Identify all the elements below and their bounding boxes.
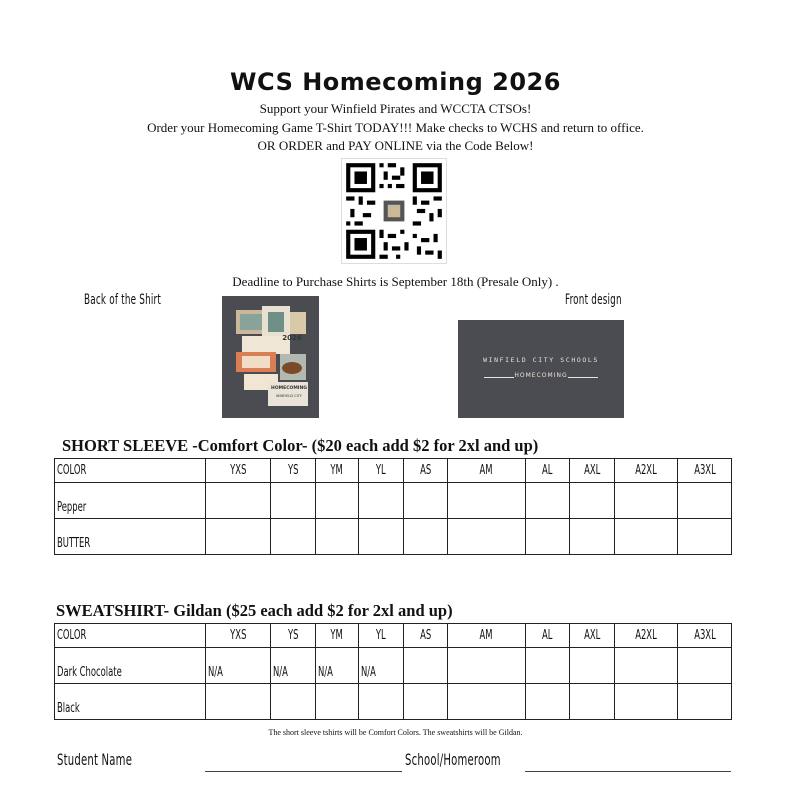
order-cell[interactable]	[404, 483, 448, 519]
order-cell[interactable]	[316, 519, 359, 555]
col-a3xl: A3XL	[678, 459, 732, 483]
col-as: AS	[404, 459, 448, 483]
order-line: Order your Homecoming Game T-Shirt TODAY!!! Make checks to WCHS and return to office.	[147, 120, 644, 135]
online-line: OR ORDER and PAY ONLINE via the Code Below!	[257, 138, 534, 153]
col-a3xl: A3XL	[678, 624, 732, 648]
order-cell[interactable]	[271, 483, 316, 519]
short-sleeve-heading: SHORT SLEEVE -Comfort Color- ($20 each add $2 for 2xl and up)	[62, 436, 539, 455]
col-a2xl: A2XL	[615, 624, 678, 648]
short-sleeve-table	[54, 458, 732, 555]
order-cell[interactable]	[526, 648, 570, 684]
order-cell[interactable]	[615, 648, 678, 684]
table-row	[55, 684, 732, 720]
front-school-name: WINFIELD CITY SCHOOLS	[483, 356, 599, 364]
order-cell[interactable]	[570, 648, 615, 684]
table-row	[55, 483, 732, 519]
table-row	[55, 519, 732, 555]
col-ym: YM	[316, 624, 359, 648]
support-line: Support your Winfield Pirates and WCCTA CTSOs!	[259, 101, 532, 116]
col-am: AM	[448, 624, 526, 648]
order-cell[interactable]	[359, 483, 404, 519]
col-ys: YS	[271, 624, 316, 648]
school-homeroom-field[interactable]	[525, 771, 731, 772]
back-sub-text: WINFIELD CITY	[276, 394, 302, 398]
table-header-row	[55, 624, 732, 648]
deadline-text: Deadline to Purchase Shirts is September 18th (Presale Only) .	[232, 274, 559, 289]
col-as: AS	[404, 624, 448, 648]
col-al: AL	[526, 459, 570, 483]
sweatshirt-table	[54, 623, 732, 720]
order-cell[interactable]	[448, 483, 526, 519]
order-cell[interactable]	[615, 684, 678, 720]
order-cell[interactable]	[678, 519, 732, 555]
order-cell[interactable]	[448, 519, 526, 555]
table-row	[55, 648, 732, 684]
order-cell[interactable]	[359, 519, 404, 555]
order-cell[interactable]	[615, 483, 678, 519]
col-al: AL	[526, 624, 570, 648]
col-yxs: YXS	[206, 624, 271, 648]
row-color-label: Black	[55, 684, 206, 720]
col-yl: YL	[359, 459, 404, 483]
order-cell[interactable]	[404, 684, 448, 720]
back-homecoming-text: HOMECOMING	[271, 386, 307, 391]
row-color-label: BUTTER	[55, 519, 206, 555]
order-cell[interactable]: N/A	[206, 648, 271, 684]
order-cell[interactable]	[570, 519, 615, 555]
qr-code[interactable]	[341, 158, 447, 264]
col-axl: AXL	[570, 624, 615, 648]
order-cell[interactable]	[316, 483, 359, 519]
order-cell[interactable]: N/A	[316, 648, 359, 684]
order-cell[interactable]	[404, 648, 448, 684]
student-name-field[interactable]	[205, 771, 402, 772]
col-yl: YL	[359, 624, 404, 648]
col-axl: AXL	[570, 459, 615, 483]
order-cell[interactable]: N/A	[359, 648, 404, 684]
order-cell[interactable]: N/A	[271, 648, 316, 684]
order-cell[interactable]	[678, 483, 732, 519]
order-cell[interactable]	[570, 684, 615, 720]
col-yxs: YXS	[206, 459, 271, 483]
front-design-label: Front design	[565, 292, 622, 308]
order-cell[interactable]	[206, 483, 271, 519]
order-cell[interactable]	[526, 684, 570, 720]
col-color: COLOR	[55, 624, 206, 648]
order-cell[interactable]	[206, 519, 271, 555]
back-year: 2026	[282, 334, 302, 342]
order-cell[interactable]	[316, 684, 359, 720]
footer-note: The short sleeve tshirts will be Comfort Colors. The sweatshirts will be Gildan.	[268, 728, 523, 737]
row-color-label: Pepper	[55, 483, 206, 519]
col-ym: YM	[316, 459, 359, 483]
order-cell[interactable]	[526, 519, 570, 555]
order-cell[interactable]	[271, 684, 316, 720]
order-cell[interactable]	[526, 483, 570, 519]
order-cell[interactable]	[359, 684, 404, 720]
order-cell[interactable]	[615, 519, 678, 555]
order-cell[interactable]	[678, 648, 732, 684]
col-a2xl: A2XL	[615, 459, 678, 483]
order-cell[interactable]	[404, 519, 448, 555]
student-name-label: Student Name	[57, 750, 133, 769]
col-am: AM	[448, 459, 526, 483]
page-title: WCS Homecoming 2026	[230, 68, 561, 96]
front-design-image	[458, 320, 624, 418]
order-cell[interactable]	[570, 483, 615, 519]
col-color: COLOR	[55, 459, 206, 483]
order-cell[interactable]	[206, 684, 271, 720]
col-ys: YS	[271, 459, 316, 483]
front-homecoming: HOMECOMING	[514, 372, 568, 379]
stamp-collage-icon	[222, 296, 319, 418]
back-design-image	[222, 296, 319, 418]
row-color-label: Dark Chocolate	[55, 648, 206, 684]
table-header-row	[55, 459, 732, 483]
sweatshirt-heading: SWEATSHIRT- Gildan ($25 each add $2 for 2xl and up)	[56, 601, 453, 620]
school-homeroom-label: School/Homeroom	[405, 750, 501, 769]
order-cell[interactable]	[271, 519, 316, 555]
qr-code-icon	[342, 159, 446, 263]
order-cell[interactable]	[678, 684, 732, 720]
order-cell[interactable]	[448, 684, 526, 720]
order-cell[interactable]	[448, 648, 526, 684]
back-of-shirt-label: Back of the Shirt	[84, 292, 162, 308]
